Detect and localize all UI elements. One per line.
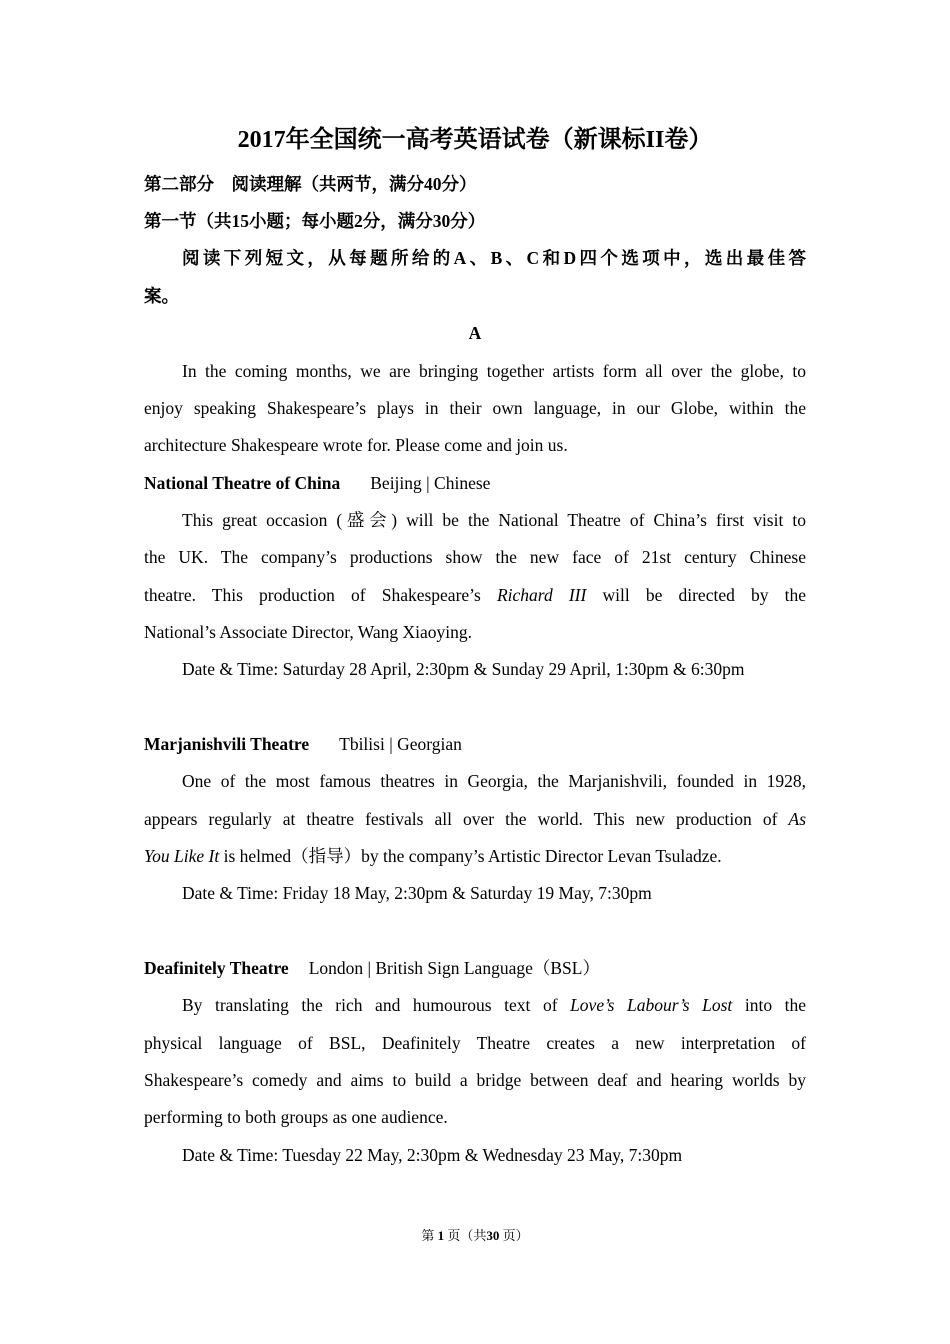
theatre-1-line-4: National’s Associate Director, Wang Xiaoying. xyxy=(144,622,473,642)
theatre-1-line-2: the UK. The company’s productions show the new face of 21st century Chinese xyxy=(144,547,806,567)
footer-pre: 第 xyxy=(421,1228,435,1243)
theatre-2-line-3 xyxy=(144,843,806,869)
theatre-2-play-title-part-2: You Like It xyxy=(144,846,220,866)
theatre-2-line-3-post: is helmed（指导）by the company’s Artistic Director Levan Tsuladze. xyxy=(223,846,722,866)
theatre-3-name: Deafinitely Theatre xyxy=(144,958,289,978)
footer-mid: 页（共 xyxy=(447,1228,487,1243)
theatre-2-line-1: One of the most famous theatres in Georgia, the Marjanishvili, founded in 1928, xyxy=(182,771,806,791)
intro-line-1: In the coming months, we are bringing together artists form all over the globe, to xyxy=(182,361,806,381)
page-footer xyxy=(0,1226,950,1246)
theatre-3-line-1-pre: By translating the rich and humourous text of xyxy=(182,995,558,1015)
theatre-3-play-title: Love’s Labour’s Lost xyxy=(570,995,733,1015)
theatre-2-name: Marjanishvili Theatre xyxy=(144,734,310,754)
theatre-3-heading xyxy=(144,955,806,981)
instruction-line-1: 阅读下列短文，从每题所给的A、B、C和D四个选项中，选出最佳答 xyxy=(182,248,806,268)
theatre-1-line-1: This great occasion (盛会) will be the National Theatre of China’s first visit to xyxy=(182,510,806,530)
footer-total-pages: 30 xyxy=(486,1228,500,1243)
subsection-heading: 第一节（共15小题；每小题2分，满分30分） xyxy=(144,211,486,231)
footer-post: 页） xyxy=(502,1228,529,1243)
theatre-3-line-1-post: into the xyxy=(744,995,806,1015)
theatre-1-heading xyxy=(144,470,806,496)
theatre-2-line-2-pre: appears regularly at theatre festivals all over the world. This new production of xyxy=(144,809,778,829)
theatre-2-line-2 xyxy=(144,806,806,832)
theatre-1-date: Date & Time: Saturday 28 April, 2:30pm & Sunday 29 April, 1:30pm & 6:30pm xyxy=(182,659,745,679)
footer-page-number: 1 xyxy=(437,1228,445,1243)
intro-line-3: architecture Shakespeare wrote for. Please come and join us. xyxy=(144,435,568,455)
theatre-2-place: Tbilisi | Georgian xyxy=(339,734,462,754)
theatre-1-line-3-pre: theatre. This production of Shakespeare’s xyxy=(144,585,481,605)
intro-line-2: enjoy speaking Shakespeare’s plays in their own language, in our Globe, within the xyxy=(144,398,806,418)
theatre-2-date: Date & Time: Friday 18 May, 2:30pm & Saturday 19 May, 7:30pm xyxy=(182,883,652,903)
theatre-1-line-3 xyxy=(144,582,806,608)
page-title: 2017年全国统一高考英语试卷（新课标II卷） xyxy=(237,127,713,153)
theatre-3-date: Date & Time: Tuesday 22 May, 2:30pm & Wednesday 23 May, 7:30pm xyxy=(182,1145,683,1165)
section-heading: 第二部分 阅读理解（共两节，满分40分） xyxy=(144,174,477,194)
theatre-3-line-4: performing to both groups as one audience. xyxy=(144,1107,448,1127)
instruction-line-2: 案。 xyxy=(144,286,179,306)
theatre-3-place: London | British Sign Language（BSL） xyxy=(308,958,600,978)
theatre-3-line-3: Shakespeare’s comedy and aims to build a bridge between deaf and hearing worlds by xyxy=(144,1070,806,1090)
theatre-1-line-3-post: will be directed by the xyxy=(602,585,806,605)
theatre-1-place: Beijing | Chinese xyxy=(370,473,491,493)
theatre-3-line-2: physical language of BSL, Deafinitely Theatre creates a new interpretation of xyxy=(144,1033,806,1053)
theatre-1-play-title: Richard III xyxy=(496,585,587,605)
theatre-3-line-1 xyxy=(182,992,806,1018)
theatre-2-play-title-part-1: As xyxy=(788,809,806,829)
theatre-1-name: National Theatre of China xyxy=(144,473,341,493)
passage-label: A xyxy=(468,323,482,343)
theatre-2-heading xyxy=(144,731,806,757)
